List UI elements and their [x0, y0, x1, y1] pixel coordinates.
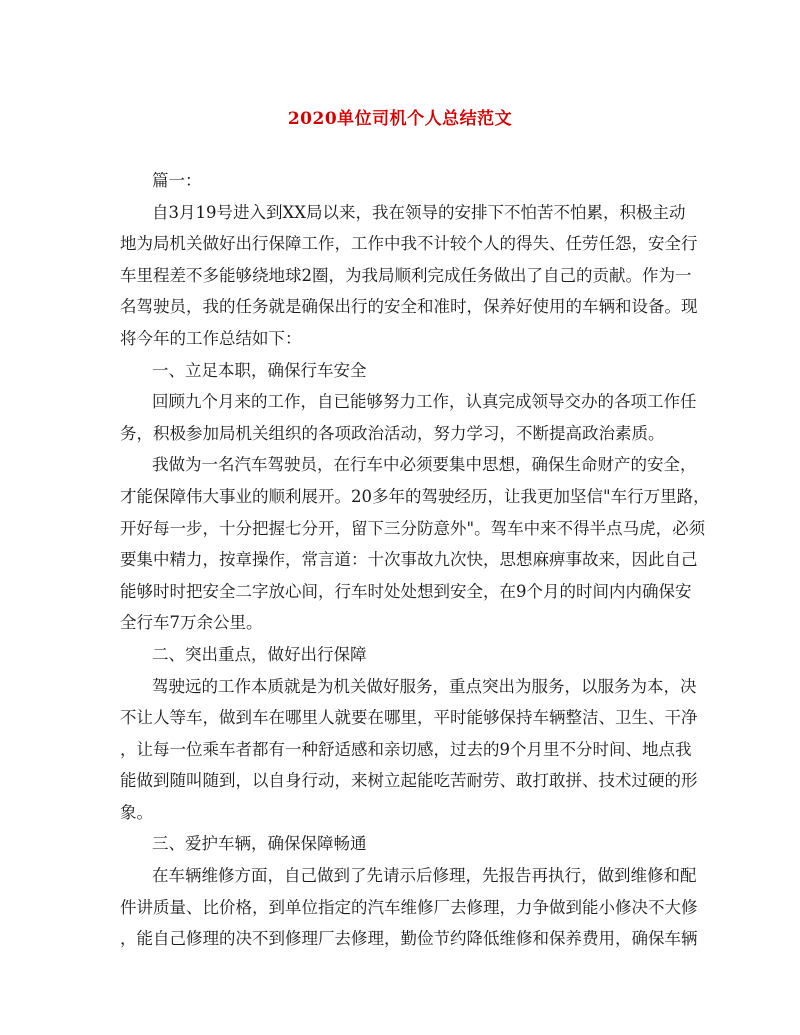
- body-line: ，能自己修理的决不到修理厂去修理，勤俭节约降低维修和保养费用，确保车辆: [120, 929, 698, 949]
- body-line: 务，积极参加局机关组织的各项政治活动，努力学习，不断提高政治素质。: [120, 423, 665, 443]
- document-body: [120, 165, 710, 955]
- body-line: 篇一：: [152, 171, 202, 190]
- body-line: 件讲质量、比价格，到单位指定的汽车维修厂去修理，力争做到能小修决不大修: [120, 897, 698, 917]
- body-line: 象。: [120, 802, 153, 822]
- body-line: 名驾驶员，我的任务就是确保出行的安全和准时，保养好使用的车辆和设备。现: [120, 297, 698, 317]
- body-line: ，让每一位乘车者都有一种舒适感和亲切感，过去的9个月里不分时间、地点我: [120, 739, 692, 759]
- body-line: 二、突出重点，做好出行保障: [152, 644, 367, 664]
- body-line: 自3月19号进入到XX局以来，我在领导的安排下不怕苦不怕累，积极主动: [152, 202, 686, 222]
- body-line: 在车辆维修方面，自己做到了先请示后修理，先报告再执行，做到维修和配: [152, 866, 697, 886]
- body-line: 将今年的工作总结如下：: [120, 328, 302, 348]
- body-line: 能够时时把安全二字放心间，行车时处处想到安全，在9个月的时间内内确保安: [120, 581, 692, 601]
- body-line: 能做到随叫随到，以自身行动，来树立起能吃苦耐劳、敢打敢拼、技术过硬的形: [120, 771, 698, 791]
- body-line: 驾驶远的工作本质就是为机关做好服务，重点突出为服务，以服务为本，决: [152, 676, 697, 696]
- body-line: 开好每一步，十分把握七分开，留下三分防意外"。驾车中来不得半点马虎，必须: [120, 518, 706, 538]
- body-line: 车里程差不多能够绕地球2圈，为我局顺利完成任务做出了自己的贡献。作为一: [120, 265, 692, 285]
- body-line: 地为局机关做好出行保障工作，工作中我不计较个人的得失、任劳任怨，安全行: [120, 234, 698, 254]
- body-line: 要集中精力，按章操作，常言道：十次事故九次快，思想麻痹事故来，因此自己: [120, 550, 698, 570]
- body-line: 全行车7万余公里。: [120, 613, 263, 633]
- body-line: 才能保障伟大事业的顺利展开。20多年的驾驶经历，让我更加坚信"车行万里路，: [120, 486, 710, 506]
- body-line: 一、立足本职，确保行车安全: [152, 360, 367, 380]
- body-line: 回顾九个月来的工作，自已能够努力工作，认真完成领导交办的各项工作任: [152, 392, 697, 412]
- body-line: 不让人等车，做到车在哪里人就要在哪里，平时能够保持车辆整洁、卫生、干净: [120, 708, 698, 728]
- body-line: 我做为一名汽车驾驶员，在行车中必须要集中思想，确保生命财产的安全，: [152, 455, 697, 475]
- document-title: 2020单位司机个人总结范文: [287, 109, 513, 129]
- body-line: 三、爱护车辆，确保保障畅通: [152, 834, 367, 854]
